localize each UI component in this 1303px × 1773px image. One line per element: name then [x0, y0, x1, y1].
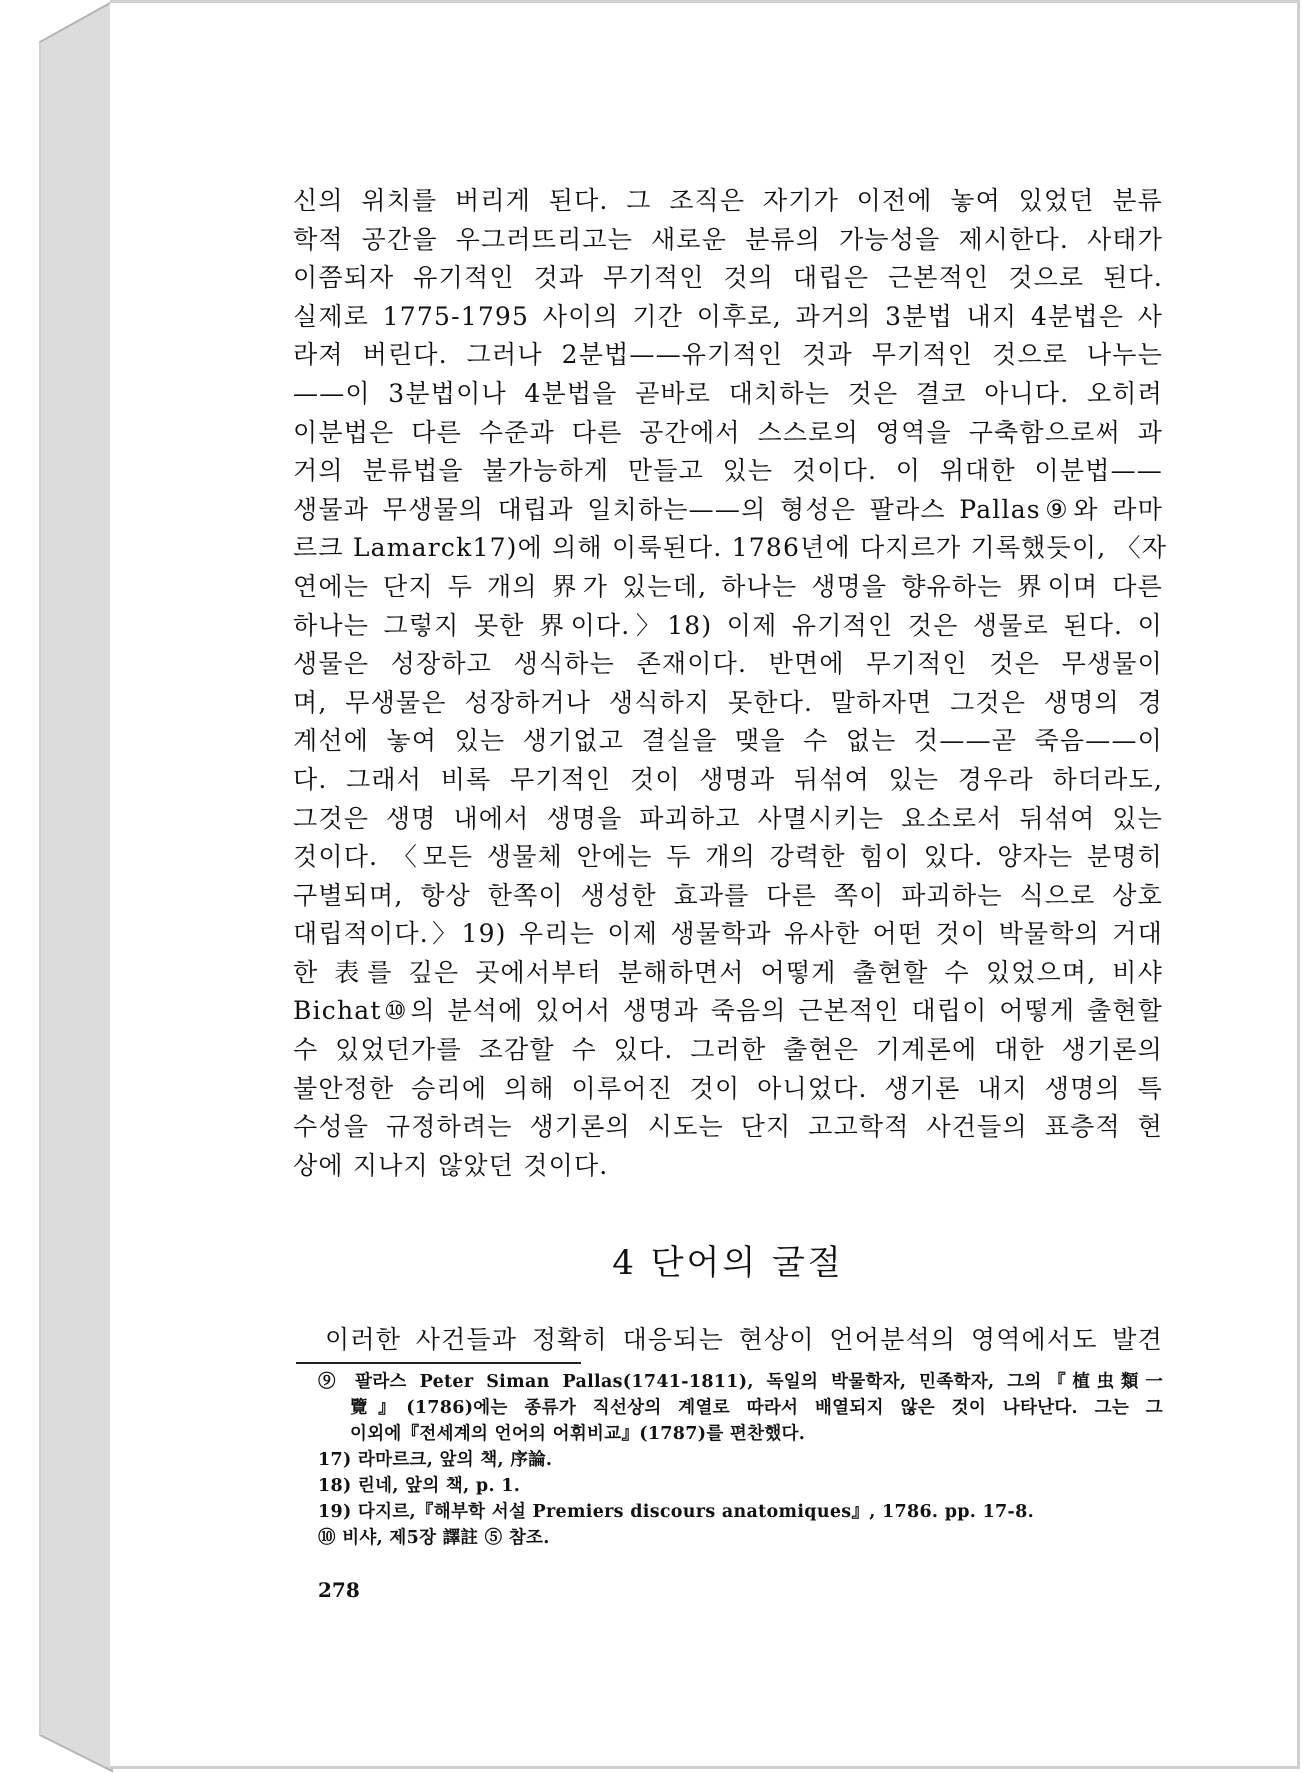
body-line: 실제로 1775-1795 사이의 기간 이후로, 과거의 3분법 내지 4분법은 사 [293, 301, 1163, 331]
body-line: 상에 지나지 않았던 것이다. [293, 1150, 609, 1180]
body-line: 학적 공간을 우그러뜨리고는 새로운 분류의 가능성을 제시한다. 사태가 [293, 224, 1163, 254]
footnote-line: ⑨ 팔라스 Peter Siman Pallas(1741-1811), 독일의 박물학자, 민족학자, 그의『植虫類一 [318, 1372, 1163, 1392]
body-line: 거의 분류법을 불가능하게 만들고 있는 것이다. 이 위대한 이분법—— [293, 456, 1163, 486]
page-number: 278 [318, 1578, 360, 1602]
footnotes [318, 1369, 1163, 1551]
body-line: 신의 위치를 버리게 된다. 그 조직은 자기가 이전에 놓여 있었던 분류 [293, 186, 1163, 215]
footnote-line: ⑩ 비샤, 제5장 譯註 ⑤ 참조. [318, 1528, 550, 1548]
footnote-line: 이외에『전세계의 언어의 어휘비교』(1787)를 편찬했다. [350, 1424, 806, 1444]
body-line: 이분법은 다른 수준과 다른 공간에서 스스로의 영역을 구축함으로써 과 [293, 417, 1163, 447]
body-line: 구별되며, 항상 한쪽이 생성한 효과를 다른 쪽이 파괴하는 식으로 상호 [293, 880, 1163, 910]
body-line: 생물은 성장하고 생식하는 존재이다. 반면에 무기적인 것은 무생물이 [293, 649, 1163, 679]
body-line: 연에는 단지 두 개의 界가 있는데, 하나는 생명을 향유하는 界이며 다른 [293, 571, 1163, 601]
body-line: ——이 3분법이나 4분법을 곧바로 대치하는 것은 결코 아니다. 오히려 [293, 378, 1163, 408]
body-line: 생물과 무생물의 대립과 일치하는——의 형성은 팔라스 Pallas⑨와 라마 [293, 494, 1163, 524]
body-line: 다. 그래서 비록 무기적인 것이 생명과 뒤섞여 있는 경우라 하더라도, [293, 764, 1163, 794]
section-heading: 4 단어의 굴절 [612, 1243, 844, 1283]
body-text [293, 182, 1168, 1185]
footnote-line: 19) 다지르,『해부학 서설 Premiers discours anatomiques』, 1786. pp. 17-8. [318, 1502, 1034, 1522]
body-line: 이쯤되자 유기적인 것과 무기적인 것의 대립은 근본적인 것으로 된다. [293, 263, 1163, 293]
body-line: 것이다. 〈모든 생물체 안에는 두 개의 강력한 힘이 있다. 양자는 분명히 [293, 842, 1163, 872]
body-line: 하나는 그렇지 못한 界이다.〉18) 이제 유기적인 것은 생물로 된다. 이 [293, 610, 1163, 640]
body-line: 한 表를 깊은 곳에서부터 분해하면서 어떻게 출현할 수 있었으며, 비샤 [293, 957, 1163, 987]
section-intro-line: 이러한 사건들과 정확히 대응되는 현상이 언어분석의 영역에서도 발견 [325, 1325, 1163, 1354]
body-line: 대립적이다.〉19) 우리는 이제 생물학과 유사한 어떤 것이 박물학의 거대 [293, 919, 1163, 949]
body-line: 수성을 규정하려는 생기론의 시도는 단지 고고학적 사건들의 표층적 현 [293, 1112, 1163, 1142]
body-line: 르크 Lamarck17)에 의해 이룩된다. 1786년에 다지르가 기록했듯이, 〈자 [293, 533, 1168, 563]
footnote-line: 18) 린네, 앞의 책, p. 1. [318, 1476, 521, 1496]
body-line: 라져 버린다. 그러나 2분법——유기적인 것과 무기적인 것으로 나누는 [293, 340, 1163, 370]
body-line: Bichat⑩의 분석에 있어서 생명과 죽음의 근본적인 대립이 어떻게 출현할 [293, 996, 1163, 1026]
footnote-divider [296, 1362, 581, 1364]
footnote-line: 覽』(1786)에는 종류가 직선상의 계열로 따라서 배열되지 않은 것이 나타난다. 그는 그 [350, 1398, 1163, 1418]
body-line: 계선에 놓여 있는 생기없고 결실을 맺을 수 없는 것——곧 죽음——이 [293, 726, 1163, 756]
body-line: 며, 무생물은 성장하거나 생식하지 못한다. 말하자면 그것은 생명의 경 [293, 687, 1163, 717]
body-line: 그것은 생명 내에서 생명을 파괴하고 사멸시키는 요소로서 뒤섞여 있는 [293, 803, 1163, 833]
body-line: 불안정한 승리에 의해 이루어진 것이 아니었다. 생기론 내지 생명의 특 [293, 1073, 1163, 1103]
body-line: 수 있었던가를 조감할 수 있다. 그러한 출현은 기계론에 대한 생기론의 [293, 1035, 1163, 1065]
footnote-line: 17) 라마르크, 앞의 책, 序論. [318, 1450, 553, 1470]
